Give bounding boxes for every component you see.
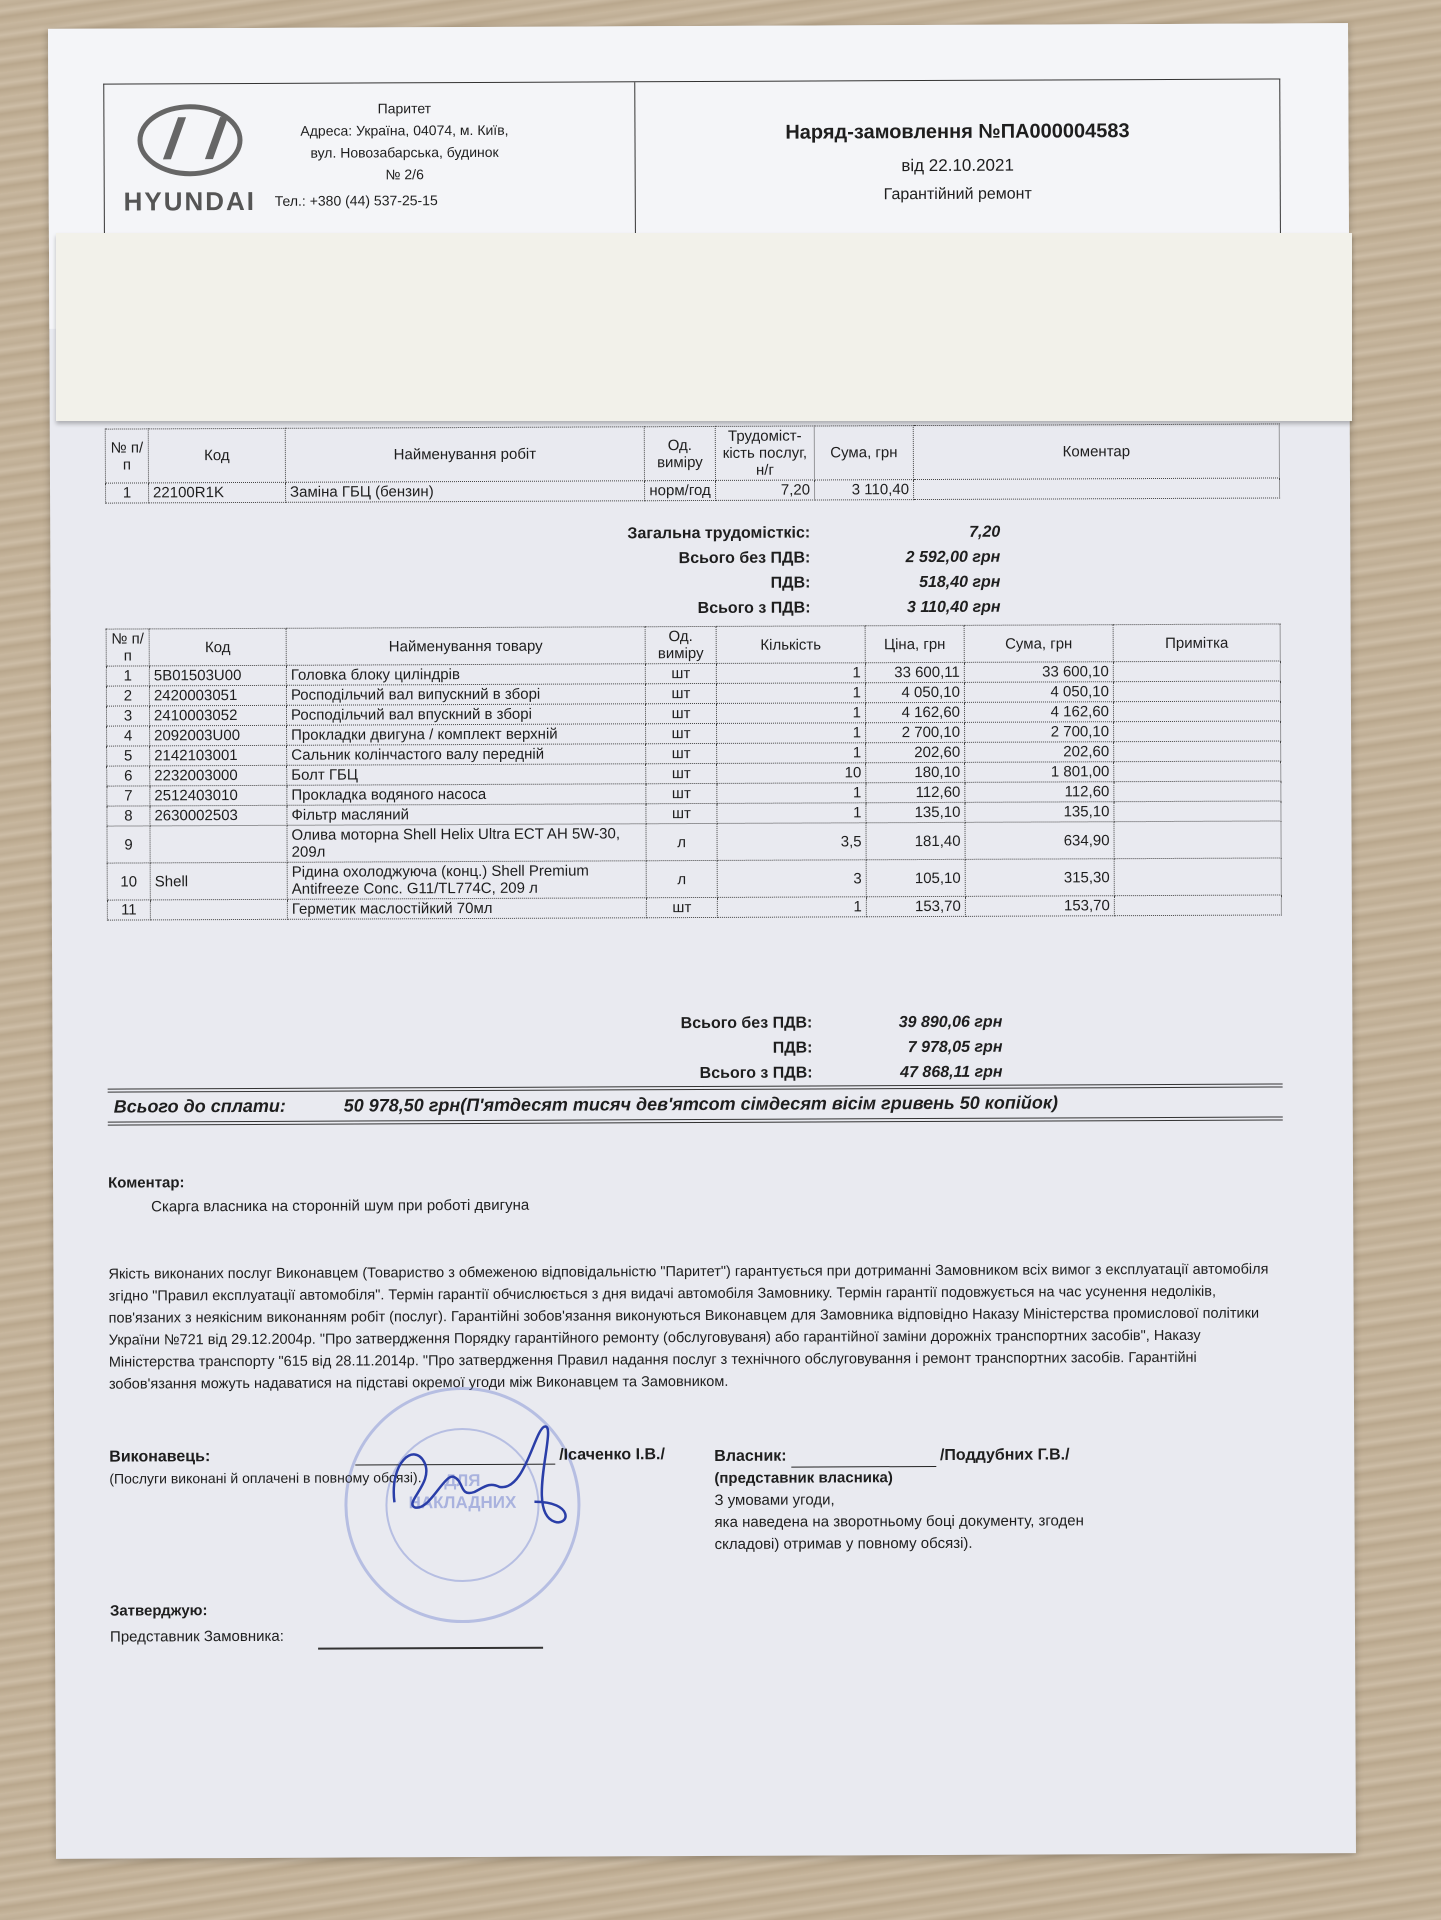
row-sum: 112,60 bbox=[965, 782, 1114, 803]
works-totals bbox=[480, 520, 1000, 622]
row-name: Болт ГБЦ bbox=[287, 764, 646, 786]
row-name: Фільтр масляний bbox=[287, 804, 646, 826]
works-total-no-vat: Всього без ПДВ: 2 592,00 грн bbox=[678, 548, 1001, 567]
parts-total-no-vat: Всього без ПДВ: 39 890,06 грн bbox=[680, 1013, 1003, 1032]
row-price: 135,10 bbox=[866, 802, 965, 822]
row-number: 1 bbox=[106, 666, 149, 686]
executor-name: /Ісаченко І.В./ bbox=[559, 1446, 665, 1464]
row-unit: шт bbox=[646, 723, 717, 743]
row-note bbox=[1113, 701, 1280, 722]
hyundai-logo bbox=[114, 104, 264, 218]
row-quantity: 3,5 bbox=[717, 823, 866, 861]
row-number: 9 bbox=[107, 826, 150, 863]
row-name: Герметик маслостійкий 70мл bbox=[287, 898, 646, 920]
row-sum: 33 600,10 bbox=[964, 662, 1113, 683]
col-note: Примітка bbox=[1113, 624, 1280, 662]
row-code: 2142103001 bbox=[150, 745, 287, 766]
company-info bbox=[274, 97, 534, 212]
row-code: 2410003052 bbox=[149, 705, 286, 726]
col-price: Ціна, грн bbox=[865, 625, 964, 662]
col-number: № п/п bbox=[106, 629, 149, 666]
row-name: Росподільчий вал впускний в зборі bbox=[286, 704, 645, 726]
row-sum: 135,10 bbox=[965, 802, 1114, 823]
row-quantity: 10 bbox=[717, 763, 866, 784]
row-code: 22100R1K bbox=[148, 482, 285, 503]
works-table bbox=[105, 423, 1280, 503]
col-quantity: Кількість bbox=[716, 626, 865, 664]
row-price: 112,60 bbox=[866, 782, 965, 802]
row-note bbox=[1113, 681, 1280, 702]
row-quantity: 1 bbox=[716, 703, 865, 724]
row-number: 6 bbox=[107, 766, 150, 786]
row-note bbox=[1114, 761, 1281, 782]
row-note bbox=[1114, 721, 1281, 742]
row-quantity: 1 bbox=[717, 783, 866, 804]
document-type: Гарантійний ремонт bbox=[883, 185, 1032, 204]
row-price: 202,60 bbox=[866, 742, 965, 762]
executor-label: Виконавець: bbox=[109, 1448, 211, 1466]
row-unit: шт bbox=[645, 663, 716, 683]
logo-wordmark: HYUNDAI bbox=[123, 185, 257, 217]
parts-vat: ПДВ: 7 978,05 грн bbox=[772, 1038, 1003, 1057]
stamp-text: ДЛЯ НАКЛАДНИХ bbox=[408, 1470, 517, 1513]
col-unit: Од. виміру bbox=[645, 626, 716, 663]
row-note bbox=[1114, 821, 1281, 859]
row-code: Shell bbox=[150, 862, 287, 900]
col-part-name: Найменування товару bbox=[286, 627, 645, 666]
row-sum: 202,60 bbox=[965, 742, 1114, 763]
row-quantity: 3 bbox=[717, 860, 866, 898]
row-hours: 7,20 bbox=[715, 480, 814, 500]
row-quantity: 1 bbox=[717, 897, 866, 918]
row-name: Головка блоку циліндрів bbox=[286, 664, 645, 686]
row-code bbox=[150, 825, 287, 863]
owner-line-2: яка наведена на зворотньому боці документу, згоден bbox=[714, 1512, 1084, 1531]
table-row bbox=[107, 895, 1281, 920]
row-quantity: 1 bbox=[717, 723, 866, 744]
row-code: 2092003U00 bbox=[150, 725, 287, 746]
customer-rep-signature-line bbox=[318, 1647, 543, 1650]
row-sum: 1 801,00 bbox=[965, 762, 1114, 783]
row-note bbox=[1113, 661, 1280, 682]
company-address-1: Адреса: Україна, 04074, м. Київ, bbox=[300, 121, 509, 139]
document-title: Наряд-замовлення №ПА000004583 bbox=[785, 120, 1130, 144]
col-sum: Сума, грн bbox=[964, 625, 1113, 663]
row-sum: 153,70 bbox=[965, 896, 1114, 917]
row-unit: шт bbox=[646, 743, 717, 763]
row-quantity: 1 bbox=[716, 663, 865, 684]
row-sum: 4 050,10 bbox=[964, 682, 1113, 703]
document-date: від 22.10.2021 bbox=[901, 155, 1014, 176]
company-address-2: вул. Новозабарська, будинок bbox=[310, 143, 499, 161]
row-price: 153,70 bbox=[866, 896, 965, 916]
col-unit: Од. виміру bbox=[644, 426, 715, 480]
company-address-3: № 2/6 bbox=[385, 166, 424, 183]
works-total-hours: Загальна трудомісткіс: 7,20 bbox=[627, 523, 1001, 542]
grand-total-label: Всього до сплати: bbox=[113, 1095, 286, 1117]
col-sum: Сума, грн bbox=[814, 426, 913, 480]
row-comment bbox=[913, 478, 1279, 500]
table-row bbox=[107, 821, 1281, 863]
row-name: Сальник колінчастого валу передній bbox=[287, 744, 646, 766]
company-phone: Тел.: +380 (44) 537-25-15 bbox=[274, 192, 438, 209]
executor-signature bbox=[384, 1422, 574, 1533]
row-name: Заміна ГБЦ (бензин) bbox=[285, 481, 644, 503]
row-note bbox=[1114, 801, 1281, 822]
row-number: 5 bbox=[107, 746, 150, 766]
executor-note: (Послуги виконані й оплачені в повному обсязі). bbox=[109, 1469, 422, 1487]
row-sum: 2 700,10 bbox=[965, 722, 1114, 743]
owner-rep: (представник власника) bbox=[714, 1469, 893, 1487]
owner-line-3: складові) отримав у повному обсязі). bbox=[714, 1534, 973, 1553]
row-code: 2512403010 bbox=[150, 785, 287, 806]
warranty-terms: Якість виконаних послуг Виконавцем (Товариство з обмеженою відповідальністю "Паритет") гарантується при дотриманні Замовником всіх вимог з експлуатації автомобіля згідно "Правил експлуатації автомобіля". Термін гарантії обчислюється з дня видачі автомобіля Замовнику. Термін гарантії подовжується на час усунення недоліків, пов'язаних з неякісним виконанням робіт (послуг). Гарантійні зобов'язання виконуються Виконавцем для Замовника відповідно Наказу Міністерства промислової політики України №721 від 29.12.2004р. "Про затвердження Порядку гарантійного ремонту (обслуговуваня) або гарантійної заміни дорожніх транспортних засобів", Наказу Міністерства транспорту "615 від 28.11.2014р. "Про затвердження Правил надання послуг з технічного обслуговування і ремонт транспортних засобів. Гарантійні зобов'язання можуть надаватися на підставі окремої угоди між Виконавцем та Замовником. bbox=[108, 1261, 1269, 1393]
row-unit: л bbox=[646, 860, 717, 897]
row-number: 4 bbox=[107, 726, 150, 746]
table-row bbox=[107, 858, 1281, 900]
owner-name: /Поддубних Г.В./ bbox=[939, 1446, 1070, 1464]
row-unit: шт bbox=[646, 897, 717, 917]
row-name: Олива моторна Shell Helix Ultra ECT AH 5W-30, 209л bbox=[287, 824, 646, 863]
row-price: 33 600,11 bbox=[865, 662, 964, 682]
row-note bbox=[1114, 858, 1281, 896]
row-unit: л bbox=[646, 823, 717, 860]
col-work-name: Найменування робіт bbox=[285, 427, 644, 483]
covering-paper-strip bbox=[56, 233, 1352, 421]
row-unit: шт bbox=[646, 763, 717, 783]
row-code bbox=[150, 899, 287, 920]
row-code: 5B01503U00 bbox=[149, 665, 286, 686]
row-unit: шт bbox=[646, 783, 717, 803]
row-number: 10 bbox=[107, 863, 150, 900]
row-code: 2420003051 bbox=[149, 685, 286, 706]
row-note bbox=[1114, 741, 1281, 762]
company-name: Паритет bbox=[377, 100, 432, 117]
grand-total-value: 50 978,50 грн(П'ятдесят тисяч дев'ятсот сімдесят вісім гривень 50 копійок) bbox=[343, 1092, 1058, 1116]
works-vat: ПДВ: 518,40 грн bbox=[770, 573, 1001, 592]
col-comment: Коментар bbox=[913, 424, 1279, 480]
row-sum: 4 162,60 bbox=[964, 702, 1113, 723]
row-number: 3 bbox=[106, 706, 149, 726]
row-price: 105,10 bbox=[866, 859, 965, 896]
row-price: 180,10 bbox=[866, 762, 965, 782]
approve-label: Затверджую: bbox=[109, 1602, 208, 1620]
row-sum: 315,30 bbox=[965, 859, 1114, 897]
comment-text: Скарга власника на сторонній шум при роботі двигуна bbox=[151, 1196, 530, 1216]
parts-total-with-vat: Всього з ПДВ: 47 868,11 грн bbox=[699, 1063, 1003, 1082]
row-code: 2232003000 bbox=[150, 765, 287, 786]
row-name: Рідина охолоджуюча (конц.) Shell Premium Antifreeze Conc. G11/TL774C, 209 л bbox=[287, 861, 646, 900]
owner-line-1: З умовами угоди, bbox=[714, 1491, 835, 1509]
col-code: Код bbox=[148, 428, 285, 483]
row-unit: шт bbox=[645, 683, 716, 703]
row-unit: шт bbox=[645, 703, 716, 723]
row-name: Прокладка водяного насоса bbox=[287, 784, 646, 806]
owner-block bbox=[714, 1444, 1084, 1556]
row-sum: 3 110,40 bbox=[814, 480, 913, 500]
row-number: 2 bbox=[106, 686, 149, 706]
row-price: 2 700,10 bbox=[866, 722, 965, 742]
comment-label: Коментар: bbox=[108, 1174, 185, 1192]
row-unit: шт bbox=[646, 803, 717, 823]
works-total-with-vat: Всього з ПДВ: 3 110,40 грн bbox=[697, 598, 1001, 617]
row-name: Прокладки двигуна / комплект верхній bbox=[287, 724, 646, 746]
parts-table bbox=[106, 623, 1282, 920]
row-price: 4 050,10 bbox=[865, 682, 964, 702]
row-price: 4 162,60 bbox=[865, 702, 964, 722]
row-note bbox=[1114, 781, 1281, 802]
row-quantity: 1 bbox=[716, 683, 865, 704]
row-quantity: 1 bbox=[717, 743, 866, 764]
owner-label: Власник: bbox=[714, 1447, 787, 1465]
hyundai-emblem-icon bbox=[137, 104, 242, 176]
row-number: 11 bbox=[107, 900, 150, 920]
parts-header-row bbox=[106, 624, 1280, 666]
grand-total bbox=[108, 1083, 1283, 1125]
col-hours: Трудоміст-кість послуг, н/г bbox=[715, 426, 814, 480]
row-sum: 634,90 bbox=[965, 822, 1114, 860]
customer-rep-label: Представник Замовника: bbox=[109, 1627, 284, 1646]
table-row bbox=[105, 478, 1279, 503]
row-number: 1 bbox=[105, 483, 148, 503]
parts-totals bbox=[482, 1010, 1002, 1087]
col-number: № п/п bbox=[105, 429, 148, 483]
row-number: 8 bbox=[107, 806, 150, 826]
works-header-row bbox=[105, 424, 1279, 483]
row-price: 181,40 bbox=[866, 822, 965, 859]
row-number: 7 bbox=[107, 786, 150, 806]
col-code: Код bbox=[149, 628, 286, 666]
row-quantity: 1 bbox=[717, 803, 866, 824]
row-note bbox=[1114, 895, 1281, 916]
row-code: 2630002503 bbox=[150, 805, 287, 826]
row-unit: норм/год bbox=[644, 480, 715, 500]
row-name: Росподільчий вал випускний в зборі bbox=[286, 684, 645, 706]
